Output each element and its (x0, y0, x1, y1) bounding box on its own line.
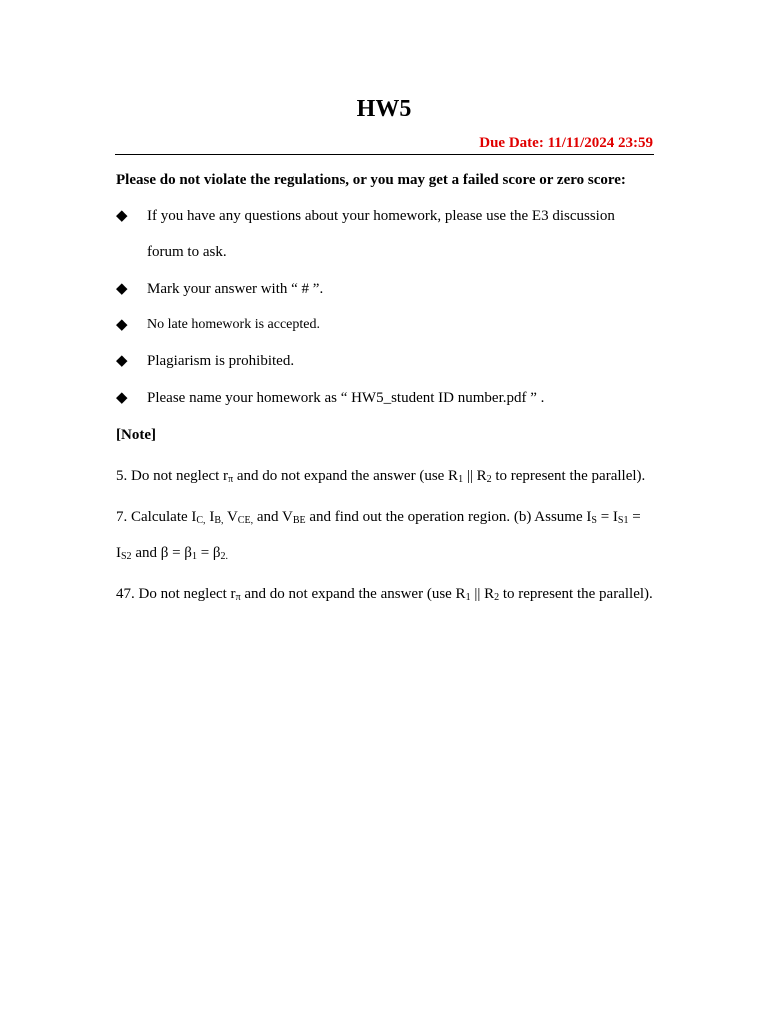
note-47: 47. Do not neglect $r_\pi$ and do not expand the answer (use $R_1$ || $R_2$ to represent the parallel). (116, 586, 653, 603)
bullet-questions: If you have any questions about your homework, please use the E3 discussion (147, 208, 615, 224)
regulations-intro: Please do not violate the regulations, or you may get a failed score or zero score: (116, 172, 626, 188)
diamond-bullet-icon: ◆ (116, 390, 128, 406)
bullet-late-homework: No late homework is accepted. (147, 317, 320, 332)
bullet-naming: Please name your homework as “ HW5_student ID number.pdf ” . (147, 390, 545, 406)
bullet-mark-answer: Mark your answer with “ # ”. (147, 281, 324, 297)
header-divider (115, 154, 654, 155)
note-7: 7. Calculate $I_{C,}$ $I_{B,}$ $V_{CE,}$ and $V_{BE}$ and find out the operation region. (b) Assume $I_S = I_{S1}$ = (116, 509, 641, 526)
note-5: 5. Do not neglect $r_\pi$ and do not expand the answer (use $R_1$ || $R_2$ to represent the parallel). (116, 468, 646, 485)
diamond-bullet-icon: ◆ (116, 317, 128, 333)
diamond-bullet-icon: ◆ (116, 281, 128, 297)
due-date: Due Date: 11/11/2024 23:59 (479, 135, 653, 151)
bullet-plagiarism: Plagiarism is prohibited. (147, 353, 295, 369)
bullet-questions-cont: forum to ask. (147, 244, 227, 260)
note-heading: [Note] (116, 427, 156, 443)
note-7-cont: $I_{S2}$ and $\beta = \beta_1 = \beta_{2.}$ (116, 545, 229, 562)
diamond-bullet-icon: ◆ (116, 208, 128, 224)
document-title: HW5 (356, 96, 412, 122)
diamond-bullet-icon: ◆ (116, 353, 128, 369)
